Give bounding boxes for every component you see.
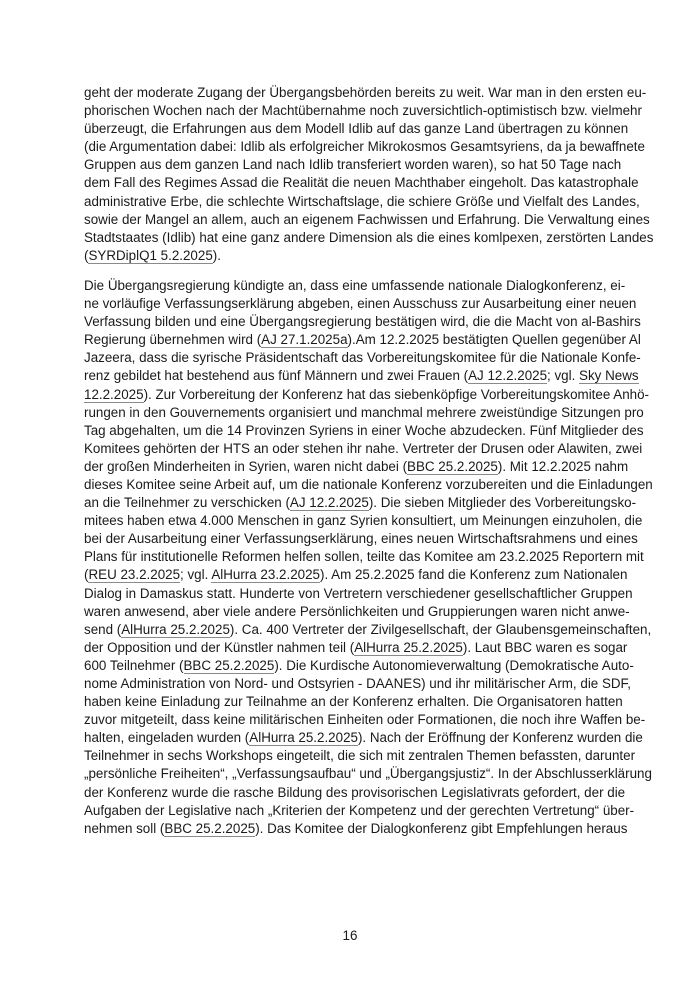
text-segment: Regierung übernehmen wird ( xyxy=(84,332,262,348)
text-segment: ( xyxy=(84,567,89,583)
text-line xyxy=(84,404,644,422)
text-segment: (die Argumentation dabei: Idlib als erfolgreicher Mikrokosmos Gesamtsyriens, da ja bewaffnete xyxy=(84,139,645,155)
text-line xyxy=(84,458,629,476)
text-segment: ).Am 12.2.2025 bestätigten Quellen gegenüber Al xyxy=(347,332,641,348)
text-segment: der Opposition und der Künstler nahmen teil ( xyxy=(84,639,355,655)
text-segment: mitees haben etwa 4.000 Menschen in ganz Syrien konsultiert, um Meinungen einzuholen, die xyxy=(84,513,643,529)
citation-link[interactable]: AJ 27.1.2025a xyxy=(261,332,348,348)
text-line xyxy=(84,102,642,120)
text-segment: ). Nach der Eröffnung der Konferenz wurden die xyxy=(357,730,643,746)
citation-link[interactable]: AJ 12.2.2025 xyxy=(289,495,369,511)
text-segment: ). Mit 12.2.2025 nahm xyxy=(497,458,629,474)
text-segment: Verfassung bilden und eine Übergangsregierung bestätigen wird, die die Macht von al-Bashirs xyxy=(84,314,641,330)
text-line xyxy=(84,603,630,621)
text-line xyxy=(84,349,641,367)
text-segment: Komitees gehörten der HTS an oder stehen ihr nahe. Vertreter der Drusen oder Alawiten, zwei xyxy=(84,440,643,456)
text-segment: Dialog in Damaskus statt. Hunderte von Vertretern verschiedener gesellschaftlicher Gruppen xyxy=(84,585,633,601)
text-segment: Gruppen aus dem ganzen Land nach Idlib transferiert worden waren), so hat 50 Tage nach xyxy=(84,157,622,173)
text-line xyxy=(84,422,644,440)
text-segment: Stadtstaates (Idlib) hat eine ganz andere Dimension als die eines komlpexen, zerstörten Landes xyxy=(84,229,654,245)
text-line xyxy=(84,476,653,494)
text-segment: Aufgaben der Legislative nach „Kriterien der Kompetenz und der gerechten Vertretung“ über- xyxy=(84,802,635,818)
text-line xyxy=(84,711,646,729)
text-line xyxy=(84,765,652,783)
text-segment: halten, eingeladen wurden ( xyxy=(84,730,250,746)
text-segment: Tag abgehalten, um die 14 Provinzen Syriens in einer Woche abzudecken. Fünf Mitglieder des xyxy=(84,422,644,438)
citation-link[interactable]: REU 23.2.2025 xyxy=(88,567,181,583)
citation-link[interactable]: Sky News xyxy=(579,368,639,384)
text-segment: Die Übergangsregierung kündigte an, dass eine umfassende nationale Dialogkonferenz, ei- xyxy=(84,277,626,293)
text-segment: ). Laut BBC waren es sogar xyxy=(462,639,628,655)
citation-link[interactable]: SYRDiplQ1 5.2.2025 xyxy=(88,247,213,263)
text-segment: 600 Teilnehmer ( xyxy=(84,657,184,673)
text-line xyxy=(84,802,635,820)
text-segment: nehmen soll ( xyxy=(84,820,165,836)
text-segment: phorischen Wochen nach der Machtübernahme noch zuversichtlich-optimistisch bzw. vielmehr xyxy=(84,103,642,119)
text-segment: ( xyxy=(84,247,89,263)
text-line xyxy=(84,331,641,349)
text-segment: administrative Erbe, die schlechte Wirtschaftslage, die schiere Größe und Vielfalt des Landes, xyxy=(84,193,640,209)
text-segment: ne vorläufige Verfassungserklärung abgeben, einen Ausschuss zur Ausarbeitung einer neuen xyxy=(84,296,637,312)
citation-link[interactable]: AlHurra 25.2.2025 xyxy=(249,730,358,746)
text-line xyxy=(84,367,639,385)
text-segment: renz gebildet hat bestehend aus fünf Männern und zwei Frauen ( xyxy=(84,368,469,384)
text-line xyxy=(84,657,634,675)
text-segment: zuvor mitgeteilt, dass keine militärischen Einheiten oder Formationen, die noch ihre Waffen be- xyxy=(84,712,646,728)
text-segment: Jazeera, dass die syrische Präsidentschaft das Vorbereitungskomitee für die Nationale Konfe- xyxy=(84,350,641,366)
text-segment: ; vgl. xyxy=(547,368,580,384)
text-segment: Plans für institutionelle Reformen helfen sollen, teilte das Komitee am 23.2.2025 Reportern mit xyxy=(84,549,644,565)
text-segment: der Konferenz wurde die rasche Bildung des provisorischen Legislativrats gefordert, der die xyxy=(84,784,626,800)
text-segment: haben keine Einladung zur Teilnahme an der Konferenz erhalten. Die Organisatoren hatten xyxy=(84,694,623,710)
text-segment: ). Ca. 400 Vertreter der Zivilgesellschaft, der Glaubensgemeinschaften, xyxy=(229,621,652,637)
citation-link[interactable]: 12.2.2025 xyxy=(84,386,144,402)
text-line xyxy=(84,295,637,313)
citation-link[interactable]: BBC 25.2.2025 xyxy=(407,458,498,474)
text-line xyxy=(84,386,650,404)
text-line xyxy=(84,277,626,295)
text-line xyxy=(84,784,626,802)
text-line xyxy=(84,747,636,765)
text-segment: dem Fall des Regimes Assad die Realität die neuen Machthaber eingeholt. Das katastrophale xyxy=(84,175,639,191)
paragraph xyxy=(84,277,653,838)
text-segment: geht der moderate Zugang der Übergangsbehörden bereits zu weit. War man in den ersten eu- xyxy=(84,85,647,100)
text-line xyxy=(84,530,638,548)
text-segment: dieses Komitee seine Arbeit auf, um die nationale Konferenz vorzubereiten und die Einladungen xyxy=(84,476,653,492)
text-segment: der großen Minderheiten in Syrien, waren nicht dabei ( xyxy=(84,458,408,474)
page-number: 16 xyxy=(342,928,358,943)
citation-link[interactable]: BBC 25.2.2025 xyxy=(164,820,256,836)
text-segment: an die Teilnehmer zu verschicken ( xyxy=(84,495,290,511)
text-line xyxy=(84,84,647,102)
text-segment: sowie der Mangel an allem, auch an eigenem Fachwissen und Erfahrung. Die Verwaltung eines xyxy=(84,211,650,227)
text-segment: ). Die Kurdische Autonomieverwaltung (Demokratische Auto- xyxy=(274,657,634,673)
citation-link[interactable]: AlHurra 25.2.2025 xyxy=(354,639,463,655)
text-segment: nome Administration von Nord- und Ostsyrien - DAANES) und ihr militärischer Arm, die SDF, xyxy=(84,676,631,691)
text-line xyxy=(84,138,645,156)
text-line xyxy=(84,675,631,693)
text-line xyxy=(84,120,629,138)
citation-link[interactable]: BBC 25.2.2025 xyxy=(183,657,275,673)
text-line xyxy=(84,621,652,639)
text-segment: ). Zur Vorbereitung der Konferenz hat das siebenköpfige Vorbereitungskomitee Anhö- xyxy=(143,386,650,402)
text-segment: bei der Ausarbeitung einer Verfassungserklärung, eines neuen Wirtschaftsrahmens und eines xyxy=(84,531,638,547)
text-line xyxy=(84,494,637,512)
text-line xyxy=(84,156,622,174)
text-segment: ). xyxy=(212,247,221,263)
text-line xyxy=(84,585,633,603)
text-segment: ). Die sieben Mitglieder des Vorbereitungsko- xyxy=(368,495,637,511)
text-line xyxy=(84,174,639,192)
text-line xyxy=(84,693,623,711)
text-line xyxy=(84,820,628,838)
text-line xyxy=(84,229,654,247)
text-segment: überzeugt, die Erfahrungen aus dem Modell Idlib auf das ganze Land übertragen zu können xyxy=(84,121,629,137)
text-segment: ). Am 25.2.2025 fand die Konferenz zum Nationalen xyxy=(320,567,628,583)
text-line xyxy=(84,512,643,530)
text-segment: waren anwesend, aber viele andere Persönlichkeiten und Gruppierungen waren nicht anwe- xyxy=(84,603,630,619)
text-line xyxy=(84,729,643,747)
text-line xyxy=(84,211,650,229)
text-segment: send ( xyxy=(84,621,122,637)
citation-link[interactable]: AlHurra 25.2.2025 xyxy=(121,621,230,637)
text-line xyxy=(84,566,628,584)
text-line xyxy=(84,548,644,566)
text-segment: Teilnehmer in sechs Workshops eingeteilt, die sich mit zentralen Themen befassten, darunter xyxy=(84,748,636,764)
text-line xyxy=(84,313,641,331)
text-segment: ; vgl. xyxy=(180,567,212,583)
paragraph xyxy=(84,84,654,265)
text-line xyxy=(84,639,628,657)
document-body xyxy=(84,84,654,850)
text-segment: „persönliche Freiheiten“, „Verfassungsaufbau“ und „Übergangsjustiz“. In der Abschlusserklärung xyxy=(84,766,652,782)
citation-link[interactable]: AlHurra 23.2.2025 xyxy=(211,567,320,583)
citation-link[interactable]: AJ 12.2.2025 xyxy=(468,368,548,384)
text-segment: rungen in den Gouvernements organisiert und manchmal mehrere zweistündige Sitzungen pro xyxy=(84,404,644,420)
text-segment: ). Das Komitee der Dialogkonferenz gibt Empfehlungen heraus xyxy=(255,820,628,836)
text-line xyxy=(84,440,643,458)
text-line xyxy=(84,193,640,211)
text-line xyxy=(84,247,606,265)
